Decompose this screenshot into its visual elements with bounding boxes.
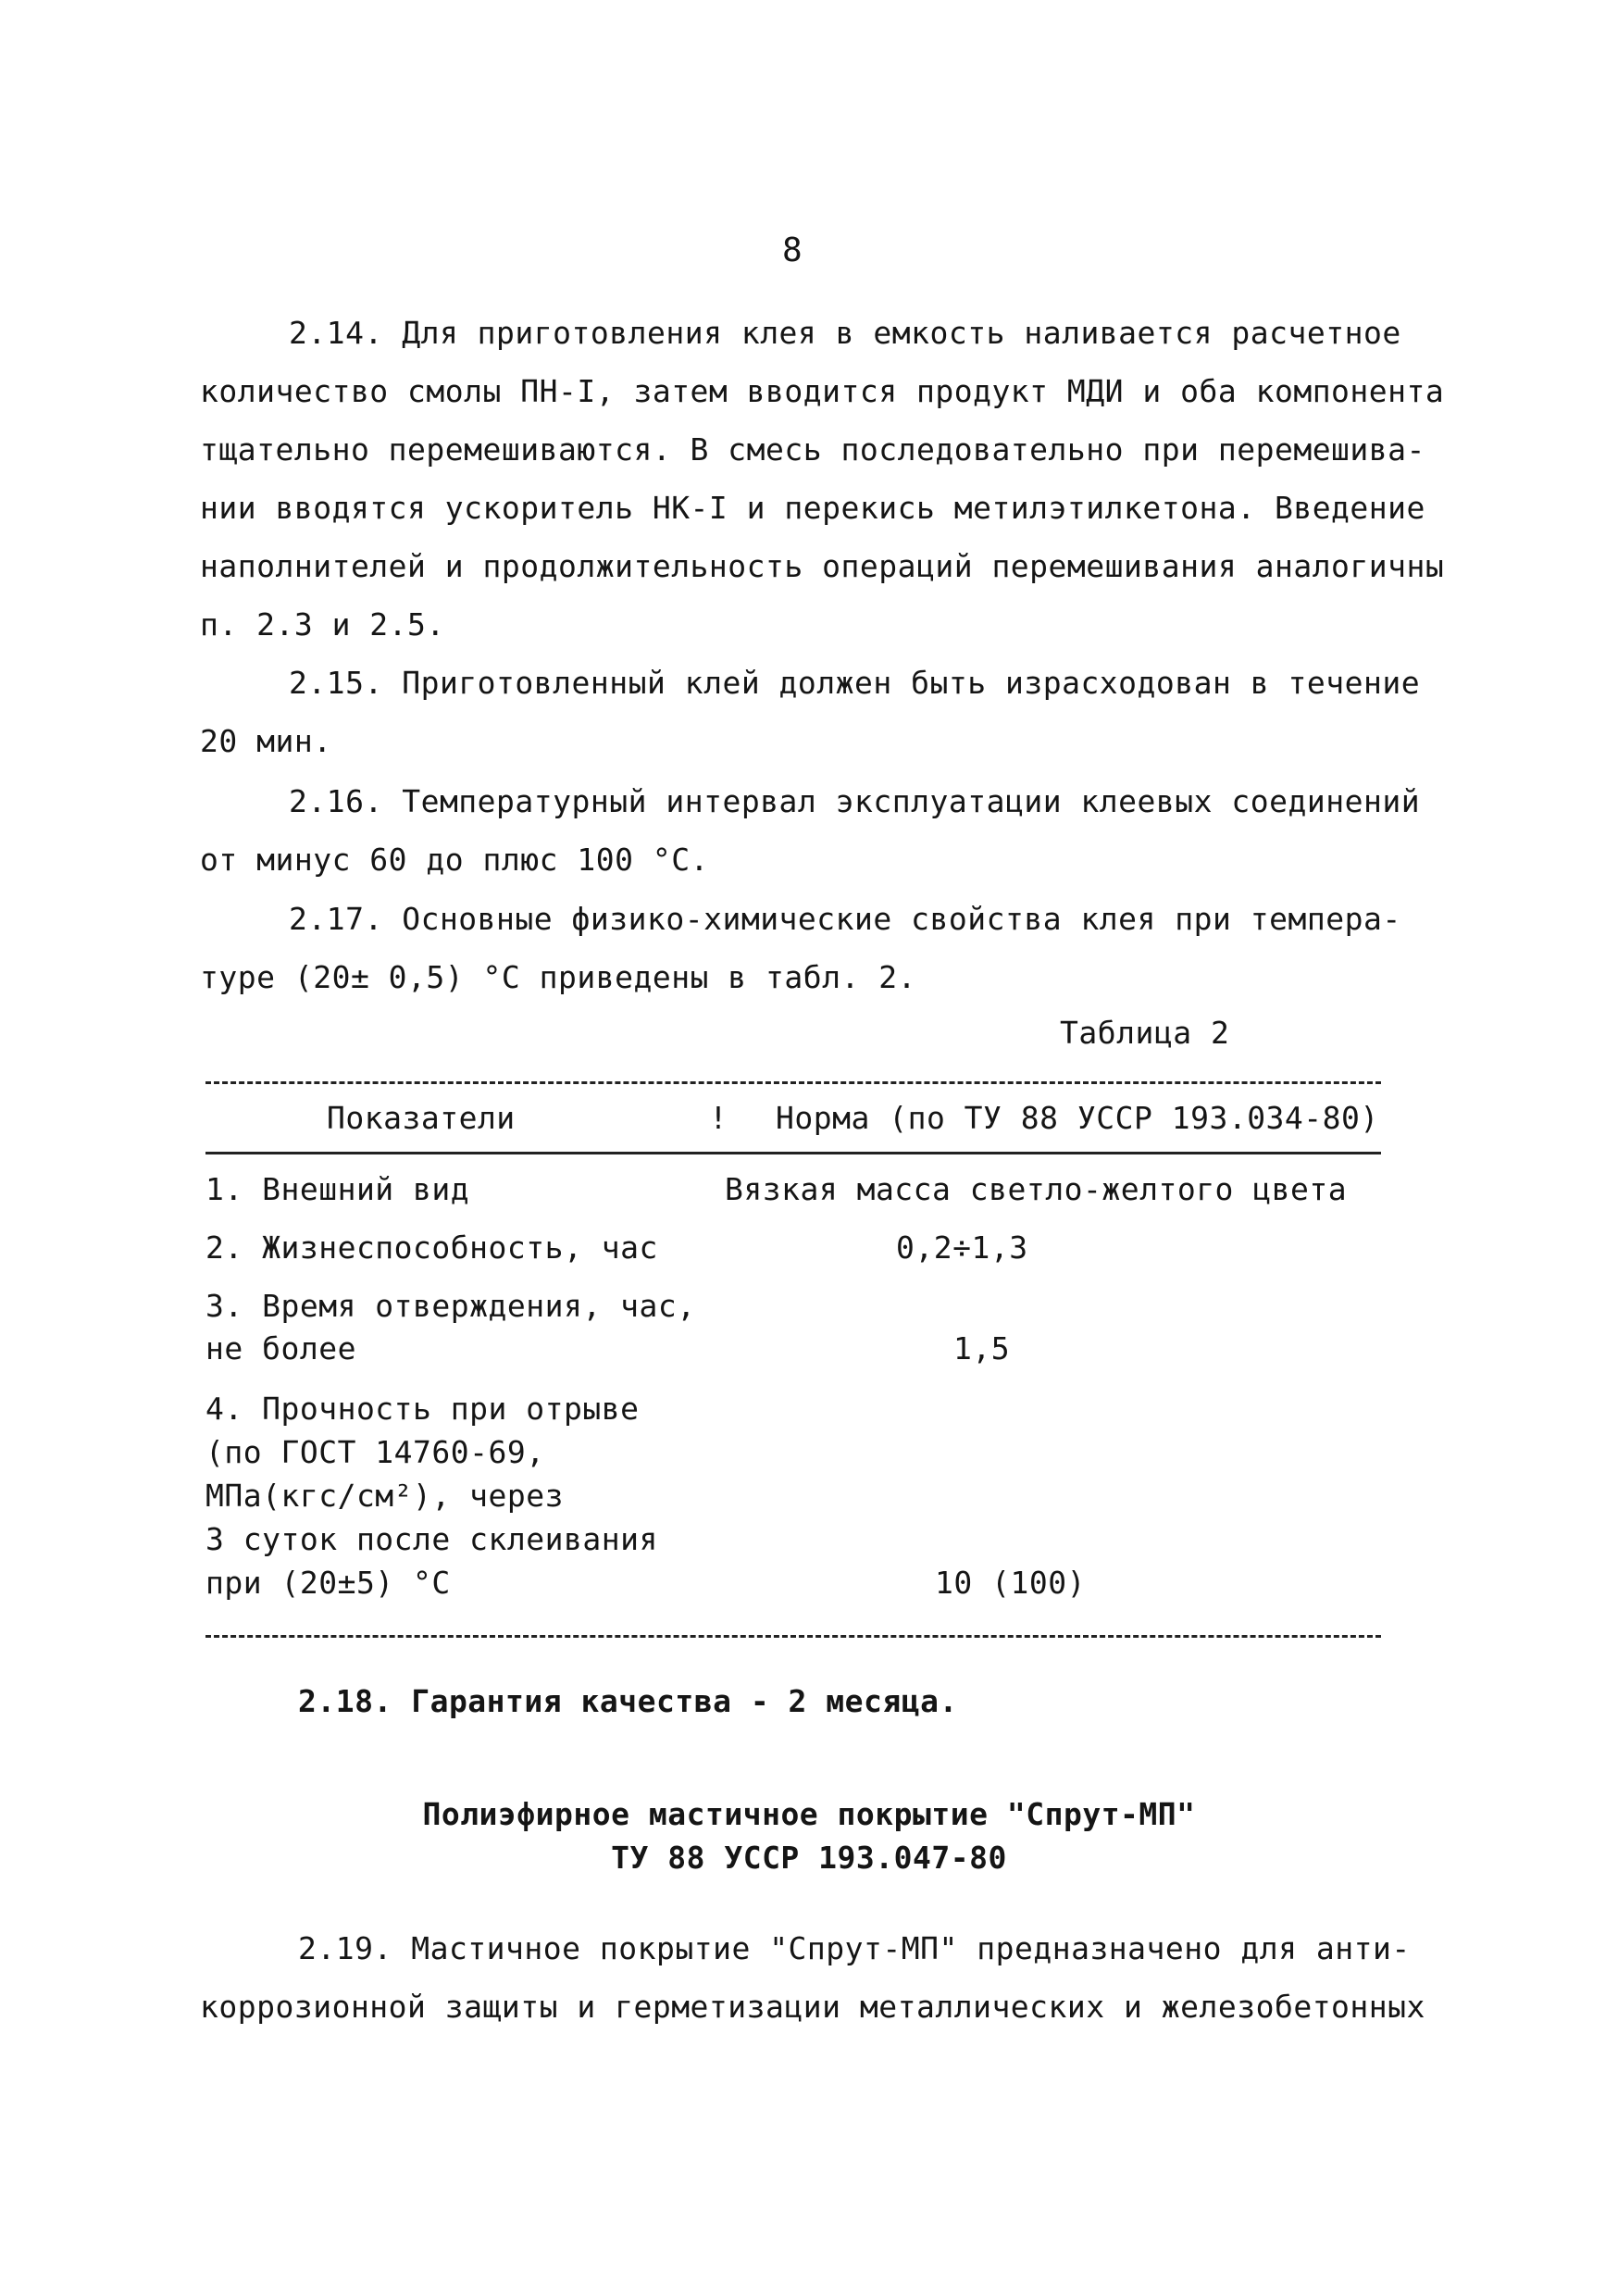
p215-line-2: 20 мин.	[200, 723, 332, 759]
p214-line-3: тщательно перемешиваются. В смесь последовательно при перемешива-	[200, 431, 1425, 468]
table-row-4-indicator-line-1: 4. Прочность при отрыве	[205, 1391, 640, 1427]
p218: 2.18. Гарантия качества - 2 месяца.	[298, 1683, 958, 1719]
table-row-3-indicator-line-2: не более	[205, 1330, 356, 1366]
table-header-norm: Норма (по ТУ 88 УССР 193.034-80)	[776, 1100, 1379, 1136]
p216-line-1: 2.16. Температурный интервал эксплуатации клеевых соединений	[289, 783, 1421, 819]
p215-line-1: 2.15. Приготовленный клей должен быть израсходован в течение	[289, 665, 1421, 701]
table-bottom-rule	[205, 1635, 1381, 1638]
p217-line-1: 2.17. Основные физико-химические свойства клея при темпера-	[289, 901, 1401, 937]
section-subtitle: ТУ 88 УССР 193.047-80	[611, 1840, 1007, 1876]
table-header-indicators: Показатели	[327, 1100, 516, 1136]
p217-line-2: туре (20± 0,5) °С приведены в табл. 2.	[200, 959, 916, 995]
table-row-3-indicator-line-1: 3. Время отверждения, час,	[205, 1288, 696, 1324]
table-row-1-indicator: 1. Внешний вид	[205, 1171, 470, 1207]
table-row-4-indicator-line-4: 3 суток после склеивания	[205, 1521, 658, 1557]
p214-line-1: 2.14. Для приготовления клея в емкость наливается расчетное	[289, 315, 1401, 351]
table-row-2-value: 0,2÷1,3	[896, 1229, 1028, 1266]
p214-line-4: нии вводятся ускоритель НК-I и перекись метилэтилкетона. Введение	[200, 490, 1425, 526]
p216-line-2: от минус 60 до плюс 100 °С.	[200, 842, 709, 878]
table-row-2-indicator: 2. Жизнеспособность, час	[205, 1229, 658, 1266]
table-header-separator: !	[709, 1100, 728, 1136]
p214-line-6: п. 2.3 и 2.5.	[200, 606, 445, 643]
p214-line-2: количество смолы ПН-I, затем вводится продукт МДИ и оба компонента	[200, 373, 1445, 409]
p214-line-5: наполнителей и продолжительность операций перемешивания аналогичны	[200, 548, 1445, 584]
p219-line-1: 2.19. Мастичное покрытие "Спрут-МП" предназначено для анти-	[298, 1930, 1411, 1966]
table-row-4-indicator-line-3: МПа(кгс/см²), через	[205, 1478, 564, 1514]
table-row-3-value: 1,5	[953, 1330, 1011, 1366]
table-row-4-indicator-line-5: при (20±5) °С	[205, 1565, 451, 1601]
table-row-1-value: Вязкая масса светло-желтого цвета	[725, 1171, 1348, 1207]
table-caption: Таблица 2	[1060, 1015, 1230, 1051]
table-row-4-value: 10 (100)	[935, 1565, 1086, 1601]
table-header-rule	[205, 1152, 1381, 1154]
page-number: 8	[782, 231, 803, 269]
table-row-4-indicator-line-2: (по ГОСТ 14760-69,	[205, 1434, 545, 1470]
table-top-rule	[205, 1081, 1381, 1084]
section-title: Полиэфирное мастичное покрытие "Спрут-МП"	[422, 1796, 1196, 1832]
p219-line-2: коррозионной защиты и герметизации металлических и железобетонных	[200, 1989, 1425, 2025]
